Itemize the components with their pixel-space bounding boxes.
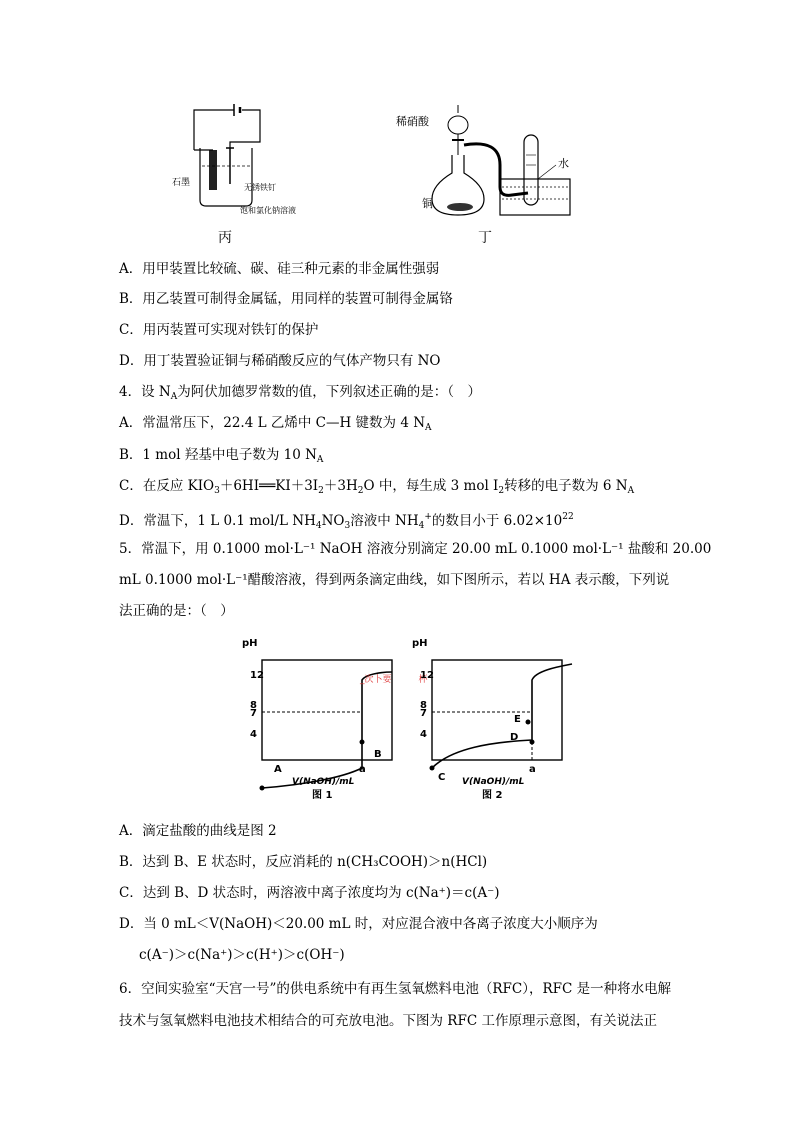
chart-point-label: B <box>374 749 382 760</box>
nail-label: 无锈铁钉 <box>244 183 276 192</box>
chart-point <box>530 740 535 745</box>
chart-ytick-label: 12 <box>250 670 264 681</box>
acid-label: 稀硝酸 <box>396 115 429 128</box>
figure-caption-bing: 丙 <box>218 230 232 246</box>
chart-ytick-label: 8 <box>420 700 427 711</box>
chart-point-label: C <box>438 772 446 783</box>
q6-stem-line2: 技术与氢氧燃料电池技术相结合的可充放电池。下图为 RFC 工作原理示意图，有关说法正 <box>119 1013 657 1029</box>
chart-ytick-label: 8 <box>250 700 257 711</box>
titration-charts <box>220 630 580 810</box>
chart-point <box>360 740 365 745</box>
chart-ytick-label: 4 <box>420 729 427 740</box>
chart-point <box>526 720 531 725</box>
chart-ytick-label: 7 <box>250 708 257 719</box>
chart-point-label: A <box>274 764 282 775</box>
q5-option-d-line1: D．当 0 mL＜V(NaOH)＜20.00 mL 时，对应混合液中各离子浓度大小顺序为 <box>119 916 598 932</box>
chart-point-label: D <box>510 732 519 743</box>
copper-label: 铜 <box>422 197 433 210</box>
q5-option-c: C．达到 B、D 状态时，两溶液中离子浓度均为 c(Na⁺)＝c(A⁻) <box>119 885 500 901</box>
q5-option-d-line2: c(A⁻)＞c(Na⁺)＞c(H⁺)＞c(OH⁻) <box>139 947 345 963</box>
chart-point <box>260 786 265 791</box>
q5-stem-line3: 法正确的是：（ ） <box>119 603 234 619</box>
solution-label: 饱和氯化钠溶液 <box>240 206 296 215</box>
chart-series-line <box>432 664 572 768</box>
q4-option-d: D．常温下，1 L 0.1 mol/L $NH_4NO_3$溶液中 $NH_4^+$的数目小于 $6.02\times 10^{22}$ <box>119 512 574 531</box>
chart-ytick-label: 4 <box>250 729 257 740</box>
q3-option-d: D．用丁装置验证铜与稀硝酸反应的气体产物只有 NO <box>119 353 441 369</box>
chart-xtick-label: a <box>359 764 366 775</box>
chart-xtick-label: a <box>529 764 536 775</box>
q3-option-b: B．用乙装置可制得金属锰，用同样的装置可制得金属铬 <box>119 291 453 307</box>
chart-ylabel: pH <box>412 638 428 649</box>
q5-stem-line2: mL 0.1000 mol·L⁻¹醋酸溶液，得到两条滴定曲线，如下图所示，若以 HA 表示酸，下列说 <box>119 572 670 588</box>
chart-xlabel: V(NaOH)/mL <box>462 777 525 787</box>
chart-frame <box>432 660 562 760</box>
titration-curve <box>432 664 572 768</box>
figure-caption-ding: 丁 <box>478 230 492 246</box>
chart-ytick-label: 7 <box>420 708 427 719</box>
water-label: 水 <box>558 157 569 170</box>
chart-ylabel: pH <box>242 638 258 649</box>
chart-point <box>430 766 435 771</box>
q4-stem: 4．设 $N_A$为阿伏加德罗常数的值，下列叙述正确的是：（ ） <box>119 384 481 402</box>
chart-title: 图 2 <box>482 790 503 801</box>
q4-option-a: A．常温常压下，22.4 L 乙烯中 C—H 键数为 4 $N_A$ <box>119 415 432 433</box>
chart-watermark: _次卜要 杯 <box>360 675 428 685</box>
q3-option-a: A．用甲装置比较硫、碳、硅三种元素的非金属性强弱 <box>119 261 440 277</box>
gas-collection-apparatus-icon <box>390 95 590 250</box>
figure-ding <box>390 95 590 250</box>
chart-xlabel: V(NaOH)/mL <box>292 777 355 787</box>
chart-ytick-label: 12 <box>420 670 434 681</box>
q6-stem-line1: 6．空间实验室“天宫一号”的供电系统中有再生氢氧燃料电池（RFC），RFC 是一种将水电解 <box>119 981 672 997</box>
q5-option-a: A．滴定盐酸的曲线是图 2 <box>119 823 277 839</box>
chart-title: 图 1 <box>312 790 333 801</box>
electrolysis-apparatus-icon <box>170 100 330 250</box>
q5-stem-line1: 5．常温下，用 0.1000 mol·L⁻¹ NaOH 溶液分别滴定 20.00 mL 0.1000 mol·L⁻¹ 盐酸和 20.00 <box>119 541 712 557</box>
q5-option-b: B．达到 B、E 状态时，反应消耗的 n(CH₃COOH)＞n(HCl) <box>119 854 488 870</box>
figure-bing <box>170 100 330 250</box>
q3-option-c: C．用丙装置可实现对铁钉的保护 <box>119 322 319 338</box>
q4-option-b: B．1 mol 羟基中电子数为 10 $N_A$ <box>119 447 324 465</box>
graphite-label: 石墨 <box>172 178 191 188</box>
q4-option-c: C．在反应 $KIO_3+6HI══KI+3I_2+3H_2O$ 中，每生成 3 mol $I_2$转移的电子数为 6 $N_A$ <box>119 478 635 496</box>
chart-point-label: E <box>514 714 521 725</box>
